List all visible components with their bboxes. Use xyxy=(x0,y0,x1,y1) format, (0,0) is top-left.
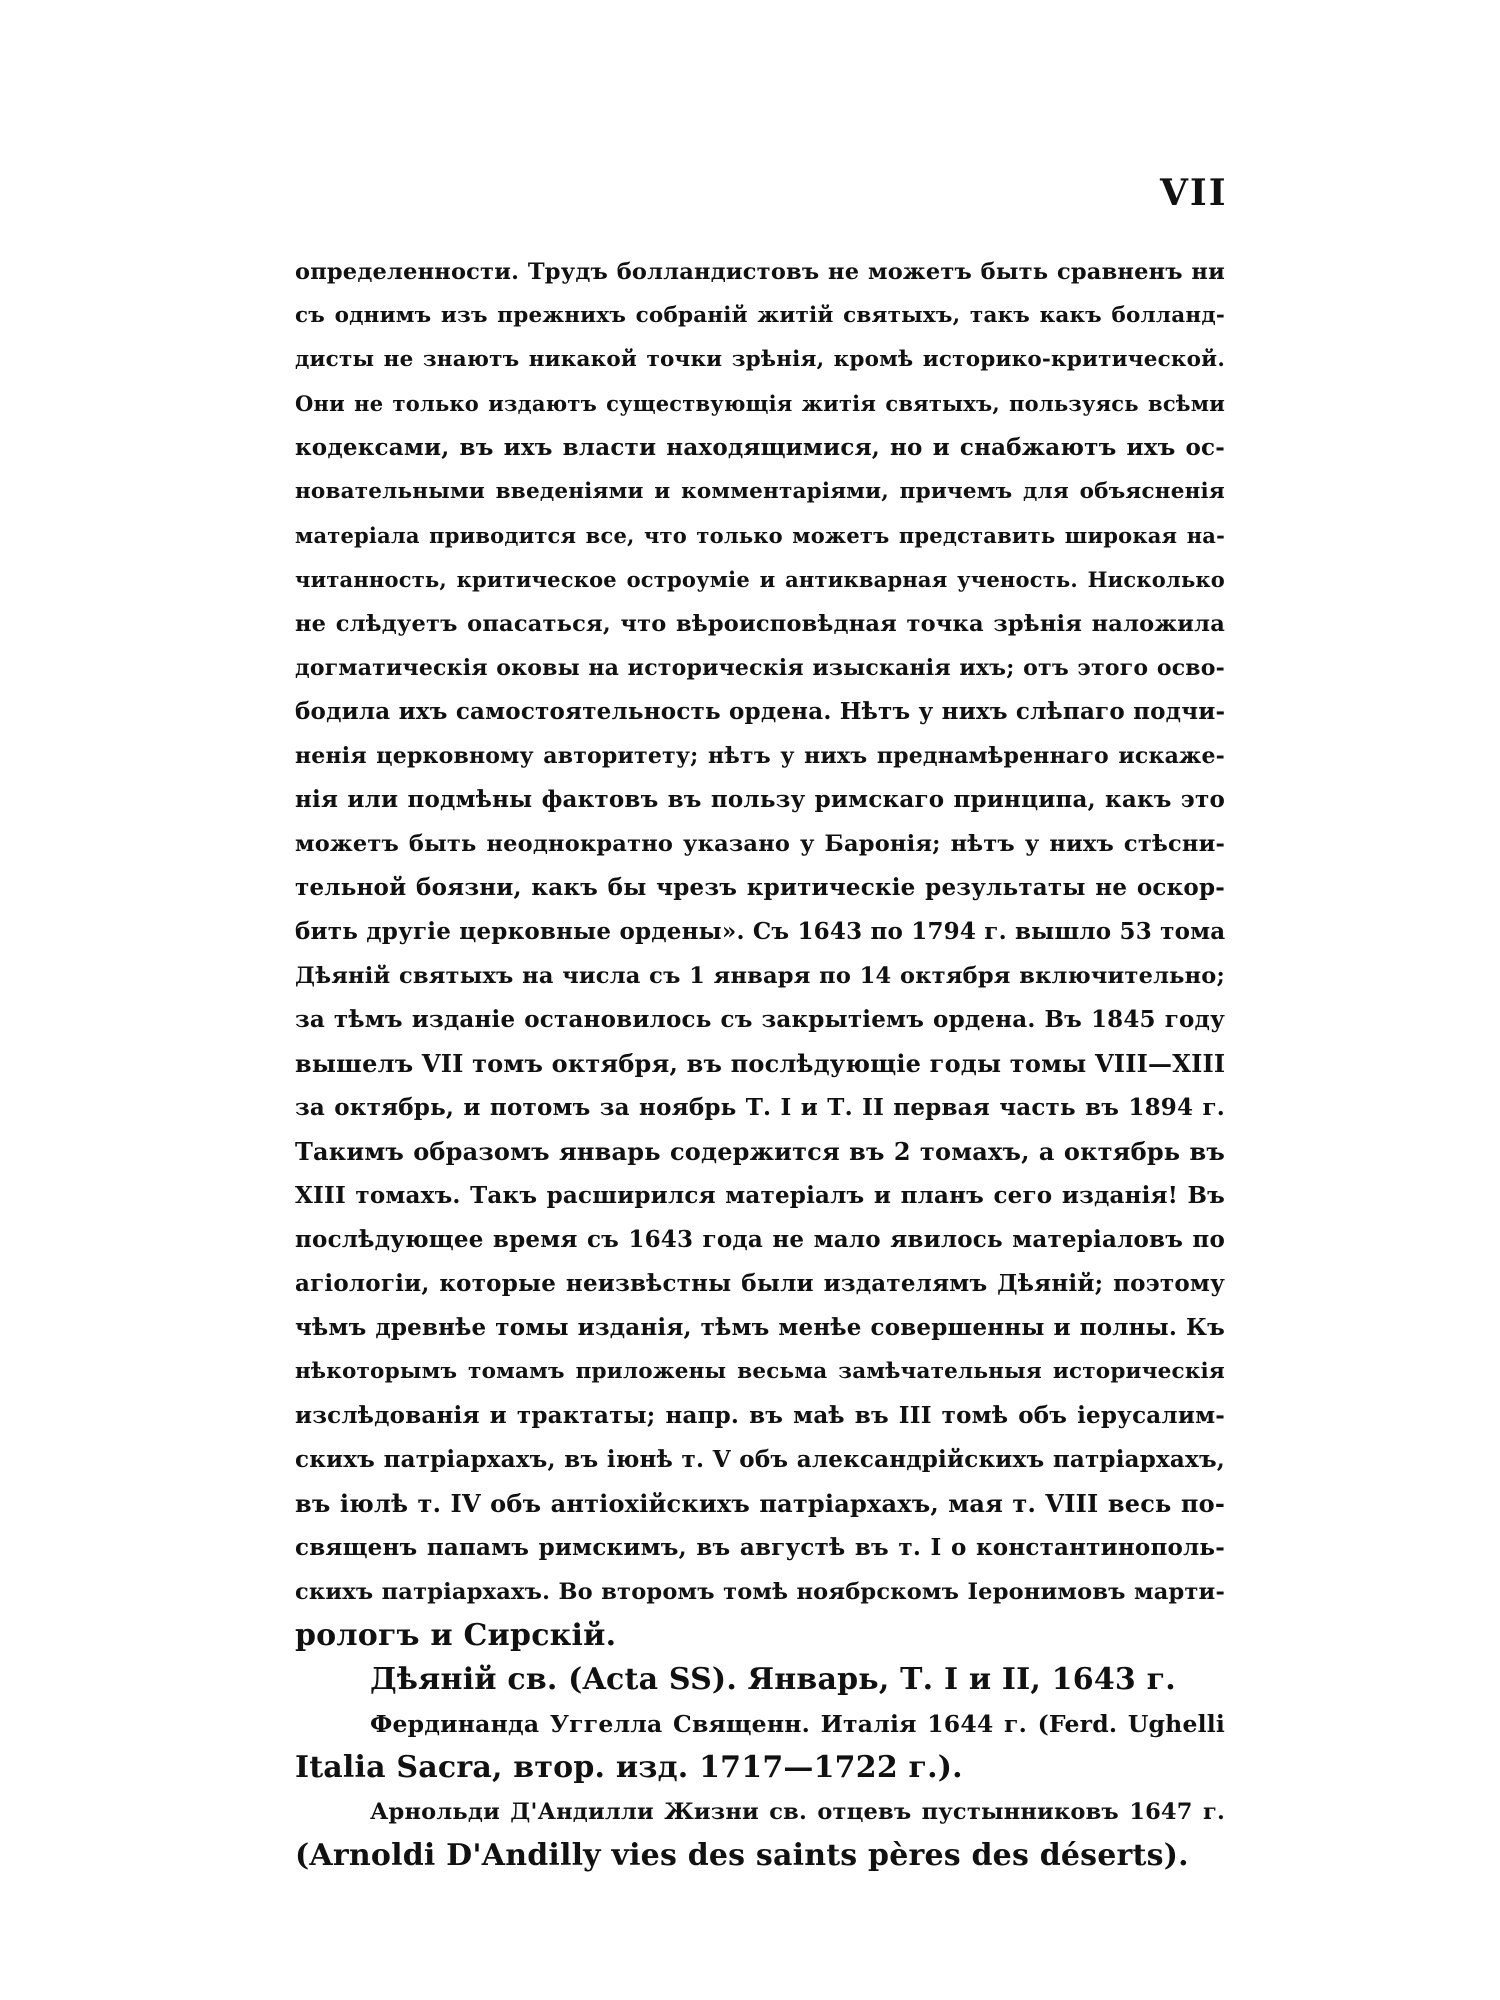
text-line: Они не только издаютъ существующія житія святыхъ, пользуясь всѣми xyxy=(295,391,1225,416)
text-line: Фердинанда Уггелла Священн. Италія 1644 г. (Ferd. Ughelli xyxy=(370,1710,1225,1738)
text-line: новательными введеніями и комментаріями, причемъ для объясненія xyxy=(295,479,1225,504)
text-line: не слѣдуетъ опасаться, что вѣроисповѣдная точка зрѣнія наложила xyxy=(295,611,1225,637)
body-text xyxy=(295,250,1225,1878)
text-line: ненія церковному авторитету; нѣтъ у нихъ преднамѣреннаго искаже- xyxy=(295,743,1225,769)
text-line: XIII томахъ. Такъ расширился матеріалъ и планъ сего изданія! Въ xyxy=(295,1182,1225,1209)
text-line: бодила ихъ самостоятельность ордена. Нѣтъ у нихъ слѣпаго подчи- xyxy=(295,698,1226,725)
text-line: за октябрь, и потомъ за ноябрь Т. I и Т. II первая часть въ 1894 г. xyxy=(295,1094,1225,1121)
text-line: нія или подмѣны фактовъ въ пользу римскаго принципа, какъ это xyxy=(295,786,1225,813)
text-line: можетъ быть неоднократно указано у Баронія; нѣтъ у нихъ стѣсни- xyxy=(295,831,1225,857)
text-line: съ однимъ изъ прежнихъ собраній житій святыхъ, такъ какъ болланд- xyxy=(295,303,1225,328)
text-line: Italia Sacra, втор. изд. 1717—1722 г.). xyxy=(295,1750,963,1785)
text-line: Дѣяній святыхъ на числа съ 1 января по 14 октября включительно; xyxy=(295,963,1225,989)
text-line: агіологіи, которые неизвѣстны были издателямъ Дѣяній; поэтому xyxy=(295,1270,1225,1297)
text-line: въ іюлѣ т. IV объ антіохійскихъ патріархахъ, мая т. VIII весь по- xyxy=(295,1489,1225,1518)
text-line: (Arnoldi D'Andilly vies des saints pères des déserts). xyxy=(295,1838,1189,1873)
text-line: тельной боязни, какъ бы чрезъ критическіе результаты не оскор- xyxy=(295,874,1225,901)
text-line: скихъ патріархахъ, въ іюнѣ т. V объ александрійскихъ патріархахъ, xyxy=(295,1446,1225,1473)
text-line: определенности. Трудъ болландистовъ не можетъ быть сравненъ ни xyxy=(295,259,1225,285)
text-line: кодексами, въ ихъ власти находящимися, но и снабжаютъ ихъ ос- xyxy=(295,434,1225,461)
text-line: рологъ и Сирскій. xyxy=(295,1618,617,1653)
text-line: вышелъ VII томъ октября, въ послѣдующіе годы томы VIII—XIII xyxy=(295,1049,1226,1078)
text-line: читанность, критическое остроуміе и антикварная ученость. Нисколько xyxy=(295,567,1225,592)
text-line: скихъ патріархахъ. Во второмъ томѣ ноябрскомъ Іеронимовъ марти- xyxy=(295,1579,1225,1605)
text-line: догматическія оковы на историческія изысканія ихъ; отъ этого осво- xyxy=(295,655,1225,681)
text-line: матеріала приводится все, что только можетъ представить широкая на- xyxy=(295,523,1225,548)
text-line: Арнольди Д'Андилли Жизни св. отцевъ пустынниковъ 1647 г. xyxy=(370,1799,1225,1825)
text-line: изслѣдованія и трактаты; напр. въ маѣ въ III томѣ объ іерусалим- xyxy=(295,1402,1225,1429)
text-line: Дѣяній св. (Acta SS). Январь, Т. I и II, 1643 г. xyxy=(370,1662,1176,1697)
text-line: Такимъ образомъ январь содержится въ 2 томахъ, а октябрь въ xyxy=(295,1137,1225,1166)
text-line: священъ папамъ римскимъ, въ августѣ въ т. I о константинополь- xyxy=(295,1534,1225,1561)
text-line: бить другіе церковные ордены». Съ 1643 по 1794 г. вышло 53 тома xyxy=(295,918,1226,945)
text-line: за тѣмъ изданіе остановилось съ закрытіемъ ордена. Въ 1845 году xyxy=(295,1006,1225,1033)
text-line: нѣкоторымъ томамъ приложены весьма замѣчательныя историческія xyxy=(295,1359,1225,1384)
text-line: чѣмъ древнѣе томы изданія, тѣмъ менѣе совершенны и полны. Къ xyxy=(295,1314,1225,1341)
text-line: послѣдующее время съ 1643 года не мало явилось матеріаловъ по xyxy=(295,1226,1225,1253)
page-number: VII xyxy=(1160,172,1228,214)
text-line: дисты не знаютъ никакой точки зрѣнія, кромѣ историко-критической. xyxy=(295,347,1225,372)
